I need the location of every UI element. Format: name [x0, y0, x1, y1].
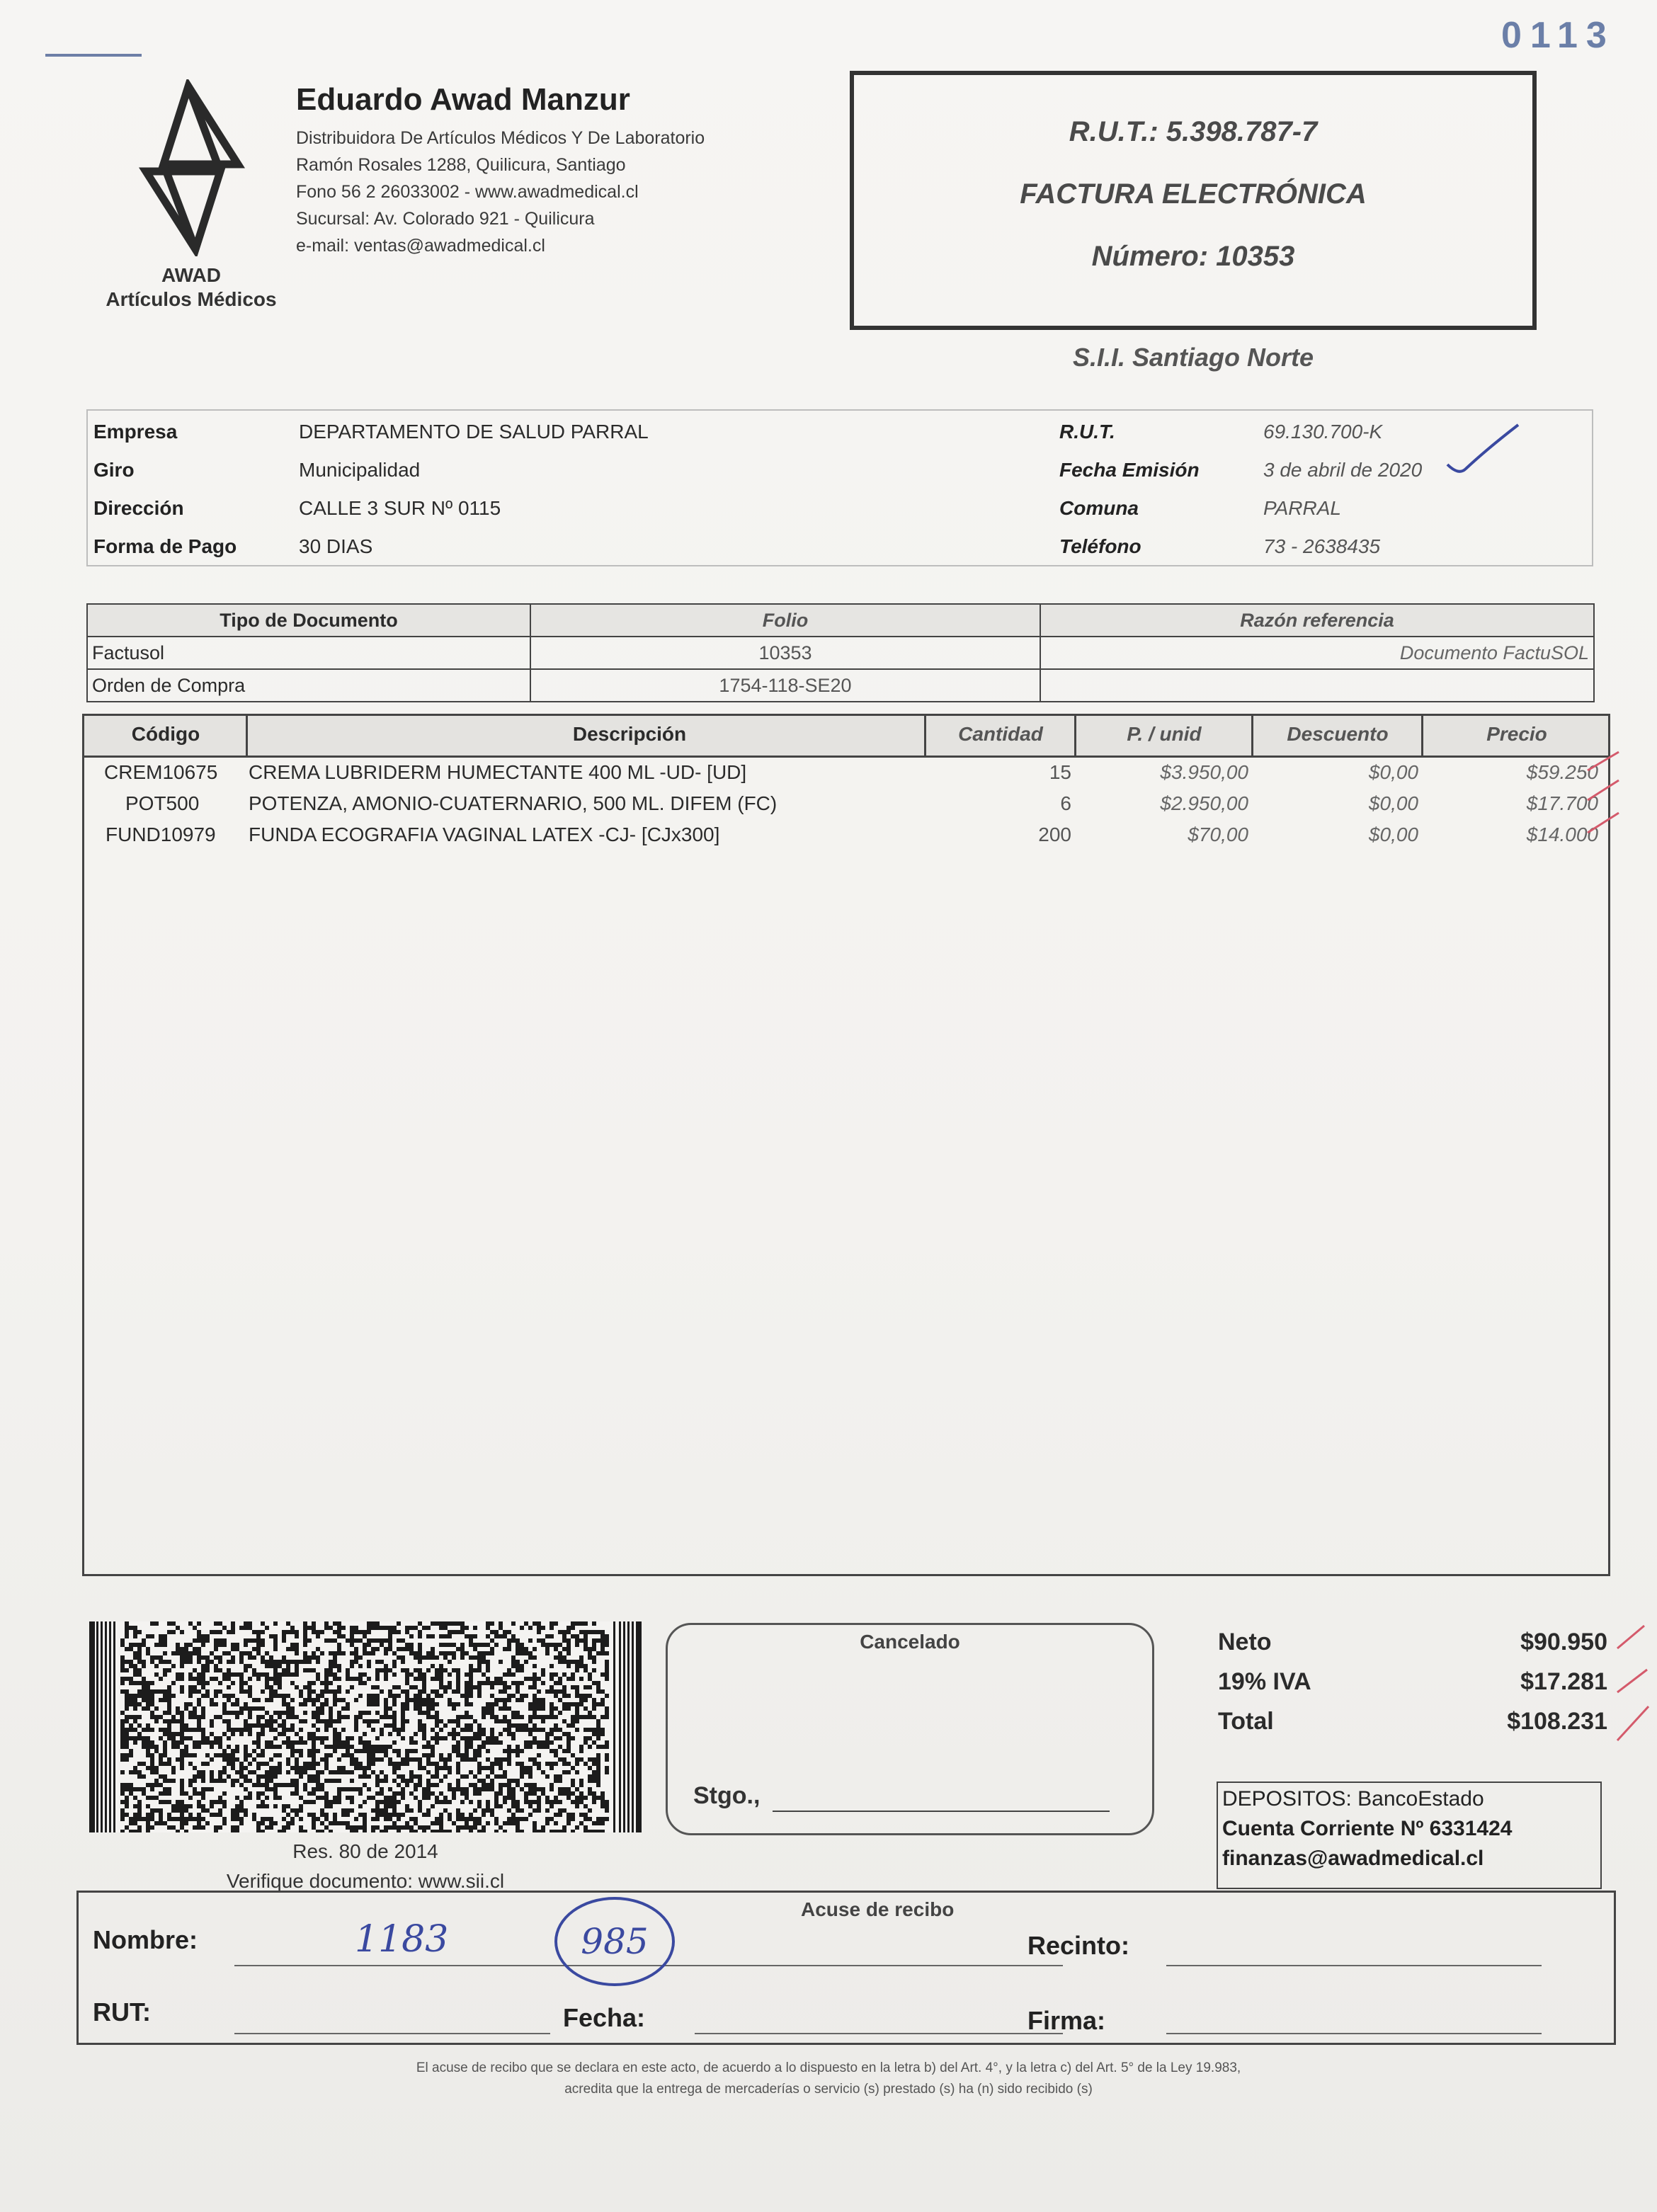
- company-details: [296, 125, 705, 259]
- ref-cell: 1754-118-SE20: [530, 669, 1040, 702]
- neto-row: [1218, 1629, 1607, 1668]
- item-quantity: 6: [1060, 792, 1071, 814]
- comuna-label: Comuna: [1059, 497, 1139, 519]
- nombre-label: Nombre:: [93, 1925, 198, 1954]
- client-info-box: [86, 409, 1593, 566]
- firma-line: [1166, 2033, 1542, 2034]
- total-row: [1218, 1708, 1607, 1748]
- reference-table: [86, 603, 1595, 702]
- ref-cell: Documento FactuSOL: [1040, 637, 1594, 669]
- item-unit-price: $70,00: [1188, 823, 1248, 845]
- deposit-info-box: [1217, 1781, 1602, 1889]
- ref-cell: 10353: [530, 637, 1040, 669]
- item-discount: $0,00: [1368, 823, 1418, 845]
- logo-text: AWAD: [161, 264, 221, 286]
- item-discount: $0,00: [1368, 761, 1418, 783]
- direccion-value: CALLE 3 SUR Nº 0115: [299, 497, 501, 519]
- items-table: [82, 714, 1610, 1576]
- item-description: FUNDA ECOGRAFIA VAGINAL LATEX -CJ- [CJx300]: [249, 823, 720, 845]
- item-unit-price: $3.950,00: [1160, 761, 1248, 783]
- deposit-line: finanzas@awadmedical.cl: [1222, 1847, 1484, 1870]
- col-header: Precio: [1486, 723, 1547, 745]
- iva-label: 19% IVA: [1218, 1668, 1311, 1695]
- rut-value: 69.130.700-K: [1263, 421, 1383, 443]
- handwritten-name: 1183: [355, 1918, 449, 1961]
- firma-label: Firma:: [1027, 2006, 1106, 2035]
- check-mark-icon: [1445, 422, 1522, 479]
- item-price: $14.000: [1526, 823, 1598, 845]
- item-code: POT500: [125, 792, 200, 814]
- ref-cell: [1040, 669, 1594, 702]
- logo-caption: [85, 263, 297, 312]
- cancelado-box: [666, 1623, 1154, 1835]
- comuna-value: PARRAL: [1263, 497, 1341, 519]
- empresa-value: DEPARTAMENTO DE SALUD PARRAL: [299, 421, 649, 443]
- deposit-line: Cuenta Corriente Nº 6331424: [1222, 1817, 1513, 1840]
- col-header: Razón referencia: [1040, 604, 1594, 637]
- giro-value: Municipalidad: [299, 459, 421, 481]
- item-description: POTENZA, AMONIO-CUATERNARIO, 500 ML. DIFEM (FC): [249, 792, 778, 814]
- item-row: [84, 758, 1608, 789]
- empresa-label: Empresa: [93, 421, 178, 443]
- item-description: CREMA LUBRIDERM HUMECTANTE 400 ML -UD- [UD]: [249, 761, 747, 783]
- recinto-line: [1166, 1965, 1542, 1966]
- barcode-caption: [89, 1837, 642, 1896]
- red-tick-marks: [1616, 1623, 1651, 1743]
- col-header: Descripción: [572, 723, 687, 745]
- reference-row: [87, 637, 1594, 669]
- rut-line: [234, 2033, 550, 2034]
- footer-line: acredita que la entrega de mercaderías o servicio (s) prestado (s) ha (n) sido recibido (s): [564, 2082, 1093, 2097]
- telefono-value: 73 - 2638435: [1263, 535, 1381, 557]
- deposit-line: DEPOSITOS: BancoEstado: [1222, 1787, 1484, 1811]
- company-name: Eduardo Awad Manzur: [296, 82, 630, 117]
- iva-value: $17.281: [1520, 1668, 1607, 1695]
- col-header: Descuento: [1287, 723, 1389, 745]
- item-code: CREM10675: [104, 761, 218, 783]
- col-header: P. / unid: [1127, 723, 1202, 745]
- reference-row: [87, 669, 1594, 702]
- recinto-label: Recinto:: [1027, 1931, 1129, 1960]
- item-discount: $0,00: [1368, 792, 1418, 814]
- acuse-recibo-box: [76, 1891, 1616, 2045]
- item-row: [84, 789, 1608, 821]
- pen-mark: [45, 54, 142, 57]
- timbre-barcode: [89, 1621, 642, 1832]
- rut-label: R.U.T.: [1059, 421, 1115, 443]
- total-value: $108.231: [1507, 1708, 1607, 1735]
- corner-stamp-number: 0113: [1501, 15, 1615, 56]
- item-price: $17.700: [1526, 792, 1598, 814]
- neto-label: Neto: [1218, 1629, 1272, 1655]
- neto-value: $90.950: [1520, 1629, 1607, 1655]
- fecha-emision-value: 3 de abril de 2020: [1263, 459, 1423, 481]
- logo-subtext: Artículos Médicos: [106, 288, 277, 310]
- red-tick-marks: [1586, 749, 1622, 848]
- ref-cell: Factusol: [87, 637, 530, 669]
- stgo-line: [773, 1811, 1110, 1812]
- resolution-text: Res. 80 de 2014: [292, 1840, 438, 1862]
- total-label: Total: [1218, 1708, 1274, 1735]
- items-header-row: [84, 716, 1608, 758]
- sii-office: S.I.I. Santiago Norte: [1072, 343, 1314, 372]
- reference-header-row: [87, 604, 1594, 637]
- item-quantity: 200: [1038, 823, 1071, 845]
- invoice-id-box: [850, 71, 1537, 330]
- footer-line: El acuse de recibo que se declara en este acto, de acuerdo a lo dispuesto en la letra b) del Art. 4°, y la letra c) del Art. 5° de la Ley 19.983,: [416, 2060, 1241, 2075]
- acuse-title: Acuse de recibo: [801, 1898, 955, 1920]
- invoice-number: Número: 10353: [1091, 241, 1295, 272]
- cancelado-title: Cancelado: [860, 1631, 960, 1653]
- item-quantity: 15: [1049, 761, 1071, 783]
- issuer-rut: R.U.T.: 5.398.787-7: [1069, 116, 1318, 147]
- fecha-line: [695, 2033, 1063, 2034]
- forma-pago-label: Forma de Pago: [93, 535, 237, 557]
- company-line: Ramón Rosales 1288, Quilicura, Santiago: [296, 155, 626, 175]
- forma-pago-value: 30 DIAS: [299, 535, 373, 557]
- awad-logo-icon: [139, 79, 245, 256]
- ref-cell: Orden de Compra: [87, 669, 530, 702]
- company-line: Fono 56 2 26033002 - www.awadmedical.cl: [296, 182, 639, 202]
- stgo-label: Stgo.,: [693, 1782, 761, 1809]
- verify-text: Verifique documento: www.sii.cl: [226, 1870, 505, 1892]
- company-line: Sucursal: Av. Colorado 921 - Quilicura: [296, 209, 595, 229]
- col-header: Folio: [530, 604, 1040, 637]
- direccion-label: Dirección: [93, 497, 184, 519]
- item-price: $59.250: [1526, 761, 1598, 783]
- legal-footer: [92, 2058, 1565, 2100]
- item-row: [84, 821, 1608, 852]
- company-line: Distribuidora De Artículos Médicos Y De Laboratorio: [296, 128, 705, 148]
- col-header: Tipo de Documento: [87, 604, 530, 637]
- item-code: FUND10979: [106, 823, 216, 845]
- item-unit-price: $2.950,00: [1160, 792, 1248, 814]
- circled-number: 985: [581, 1921, 649, 1962]
- fecha-emision-label: Fecha Emisión: [1059, 459, 1200, 481]
- document-type: FACTURA ELECTRÓNICA: [1020, 178, 1367, 210]
- company-line: e-mail: ventas@awadmedical.cl: [296, 236, 545, 256]
- fecha-acuse-label: Fecha:: [563, 2003, 646, 2032]
- col-header: Código: [131, 723, 200, 745]
- iva-row: [1218, 1668, 1607, 1708]
- rut-acuse-label: RUT:: [93, 1997, 151, 2026]
- giro-label: Giro: [93, 459, 135, 481]
- telefono-label: Teléfono: [1059, 535, 1141, 557]
- col-header: Cantidad: [958, 723, 1043, 745]
